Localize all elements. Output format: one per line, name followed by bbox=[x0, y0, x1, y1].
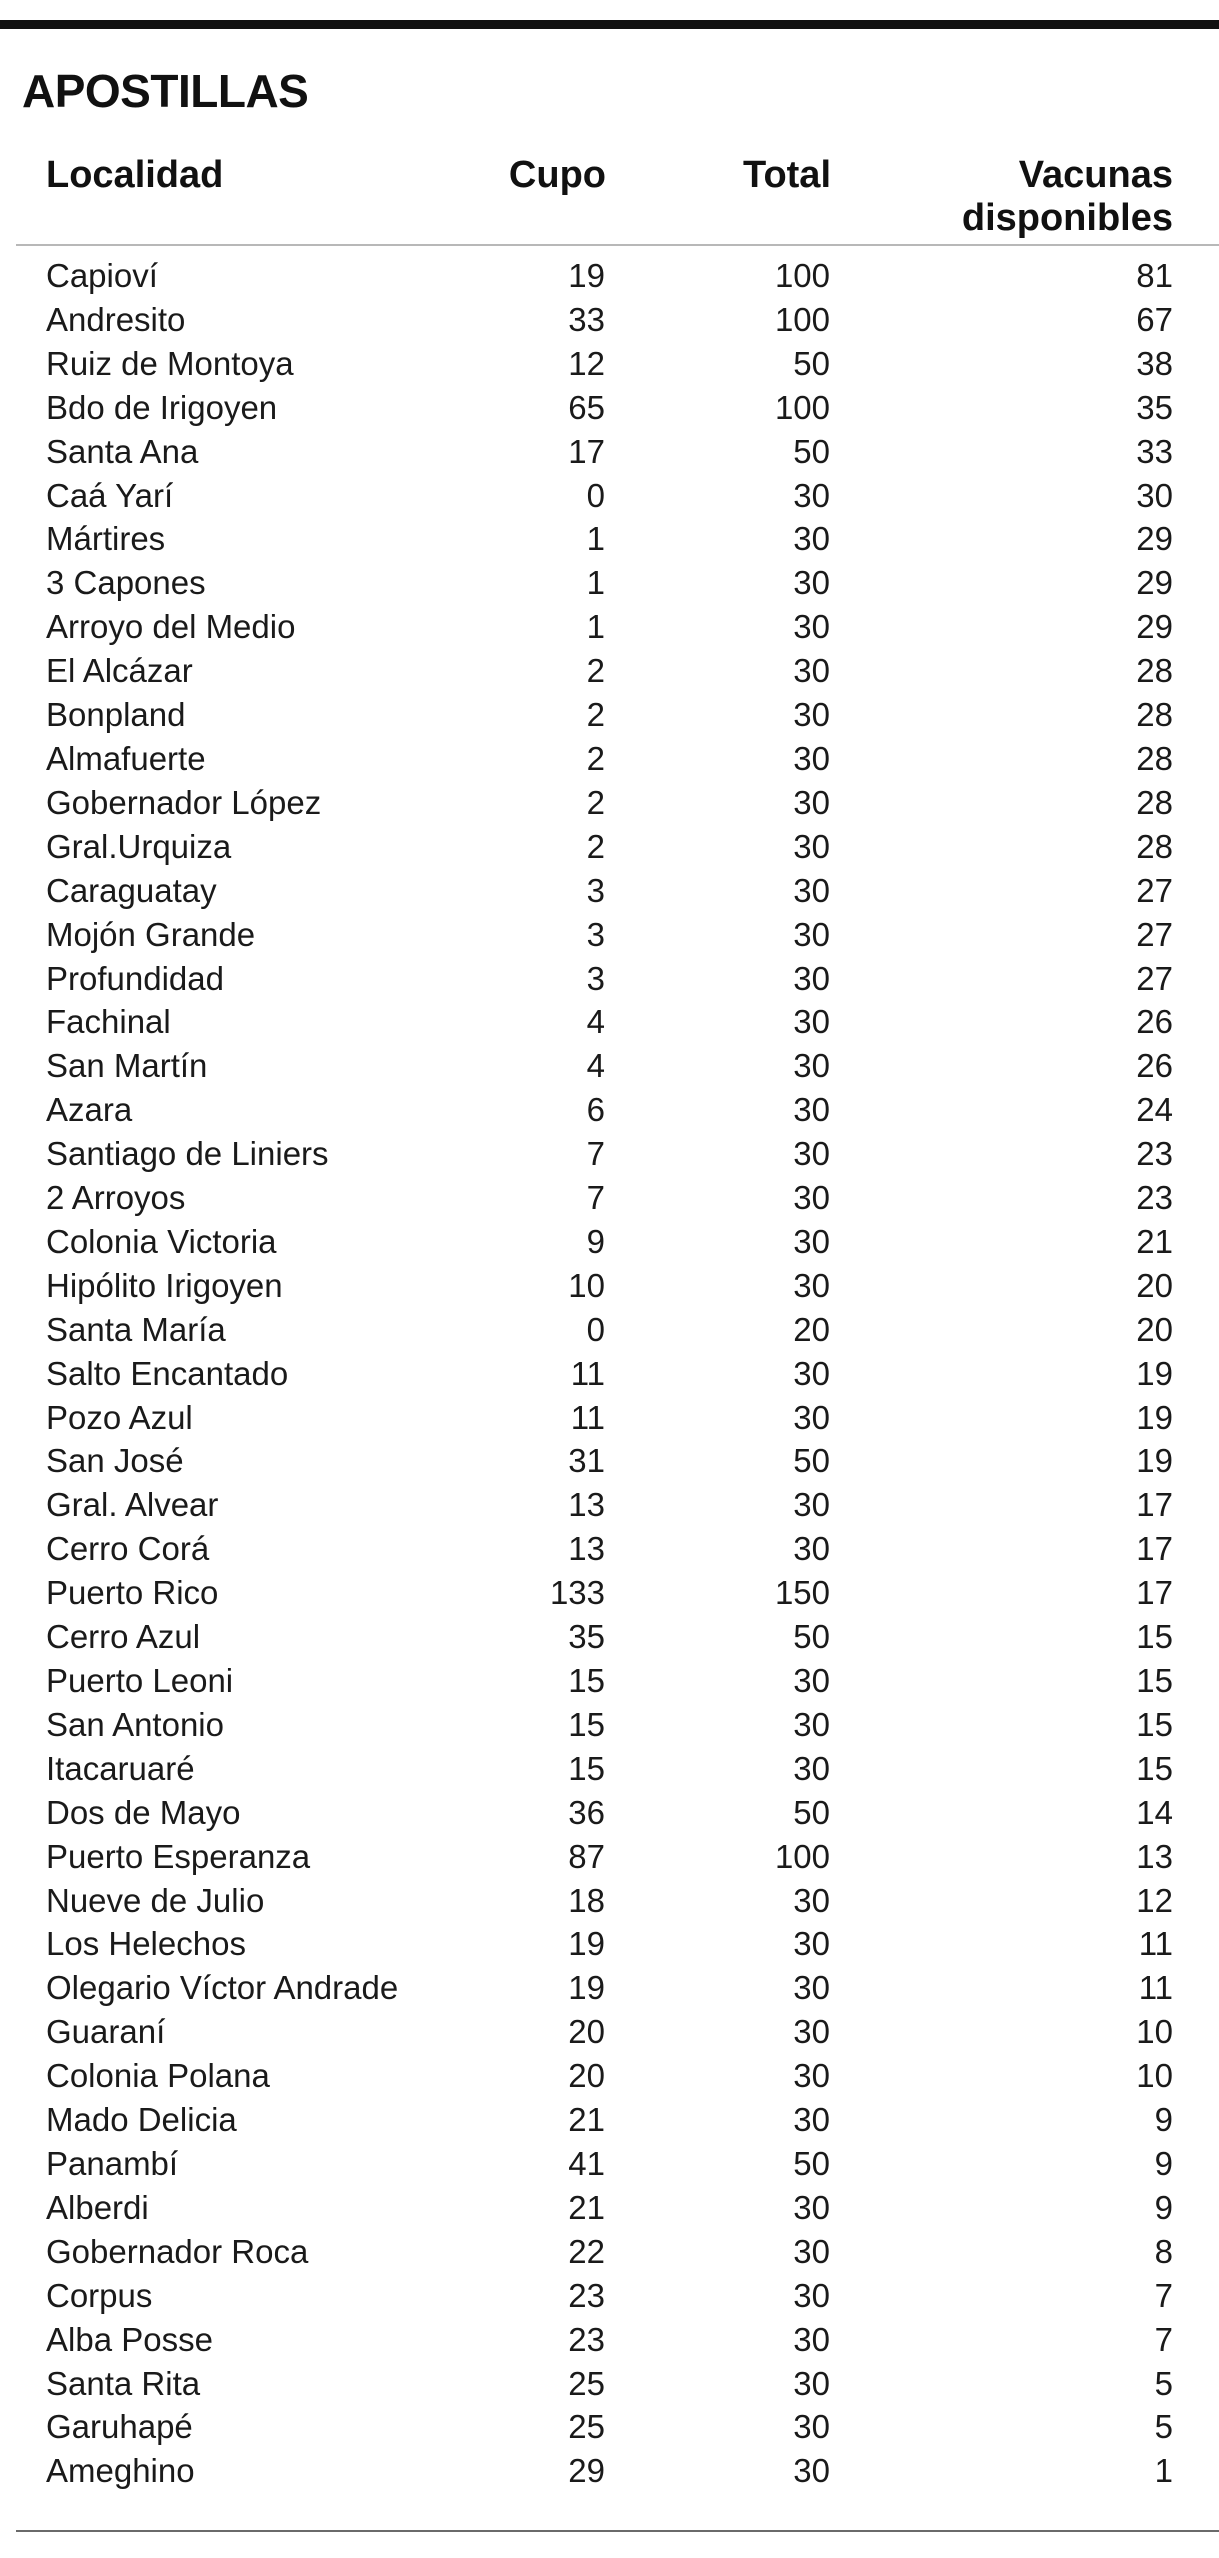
cell-total: 50 bbox=[793, 1442, 830, 1480]
table-row bbox=[16, 1571, 1219, 1615]
cell-total: 30 bbox=[793, 1047, 830, 1085]
cell-cupo: 21 bbox=[568, 2188, 605, 2226]
cell-cupo: 13 bbox=[568, 1486, 605, 1524]
table-row bbox=[16, 1659, 1219, 1703]
bottom-divider bbox=[16, 2530, 1219, 2532]
table-row bbox=[16, 605, 1219, 649]
cell-localidad: Caá Yarí bbox=[46, 476, 174, 514]
cell-vacunas-disponibles: 28 bbox=[1136, 652, 1173, 690]
cell-vacunas-disponibles: 26 bbox=[1136, 1047, 1173, 1085]
cell-cupo: 1 bbox=[586, 520, 605, 558]
cell-vacunas-disponibles: 7 bbox=[1154, 2320, 1173, 2358]
table-row bbox=[16, 1044, 1219, 1088]
cell-vacunas-disponibles: 27 bbox=[1136, 871, 1173, 909]
cell-total: 100 bbox=[774, 257, 830, 294]
cell-cupo: 1 bbox=[586, 564, 605, 602]
table-row bbox=[16, 474, 1219, 518]
cell-cupo: 22 bbox=[568, 2232, 605, 2270]
cell-localidad: Colonia Polana bbox=[46, 2057, 270, 2095]
cell-total: 30 bbox=[793, 827, 830, 865]
table-row bbox=[16, 2054, 1219, 2098]
cell-vacunas-disponibles: 81 bbox=[1136, 257, 1173, 294]
header-localidad: Localidad bbox=[46, 154, 224, 196]
top-divider bbox=[0, 20, 1219, 29]
cell-vacunas-disponibles: 30 bbox=[1136, 476, 1173, 514]
cell-vacunas-disponibles: 12 bbox=[1136, 1881, 1173, 1919]
cell-localidad: Capioví bbox=[46, 257, 158, 294]
table-row bbox=[16, 1132, 1219, 1176]
cell-vacunas-disponibles: 28 bbox=[1136, 739, 1173, 777]
cell-cupo: 65 bbox=[568, 388, 605, 426]
cell-cupo: 23 bbox=[568, 2320, 605, 2358]
cell-total: 100 bbox=[774, 1837, 830, 1875]
cell-vacunas-disponibles: 14 bbox=[1136, 1793, 1173, 1831]
cell-localidad: Pozo Azul bbox=[46, 1398, 193, 1436]
header-vacunas-disponibles bbox=[831, 154, 1219, 245]
cell-vacunas-disponibles: 23 bbox=[1136, 1135, 1173, 1173]
table-row bbox=[16, 517, 1219, 561]
cell-cupo: 17 bbox=[568, 432, 605, 470]
cell-vacunas-disponibles: 5 bbox=[1154, 2364, 1173, 2402]
cell-total: 30 bbox=[793, 1662, 830, 1699]
table-header-row bbox=[16, 154, 1219, 245]
cell-vacunas-disponibles: 15 bbox=[1136, 1618, 1173, 1656]
cell-cupo: 7 bbox=[586, 1179, 605, 1217]
cell-localidad: Santiago de Liniers bbox=[46, 1135, 329, 1173]
cell-cupo: 2 bbox=[586, 696, 605, 734]
table-row bbox=[16, 1527, 1219, 1571]
cell-localidad: San José bbox=[46, 1442, 184, 1480]
cell-localidad: Mojón Grande bbox=[46, 915, 256, 953]
cell-total: 30 bbox=[793, 871, 830, 909]
cell-vacunas-disponibles: 15 bbox=[1136, 1749, 1173, 1787]
page-title: APOSTILLAS bbox=[22, 65, 309, 117]
cell-vacunas-disponibles: 10 bbox=[1136, 2013, 1173, 2051]
cell-cupo: 41 bbox=[568, 2144, 605, 2182]
cell-cupo: 19 bbox=[568, 1925, 605, 1963]
cell-localidad: Los Helechos bbox=[46, 1925, 246, 1963]
table-row bbox=[16, 1703, 1219, 1747]
table-row bbox=[16, 2010, 1219, 2054]
cell-total: 100 bbox=[774, 388, 830, 426]
table-row bbox=[16, 1352, 1219, 1396]
cell-vacunas-disponibles: 21 bbox=[1136, 1222, 1173, 1260]
cell-vacunas-disponibles: 20 bbox=[1136, 1310, 1173, 1348]
table-row bbox=[16, 2405, 1219, 2449]
cell-localidad: Almafuerte bbox=[46, 739, 206, 777]
cell-cupo: 25 bbox=[568, 2364, 605, 2402]
cell-total: 30 bbox=[793, 608, 830, 646]
cell-vacunas-disponibles: 19 bbox=[1136, 1354, 1173, 1392]
cell-cupo: 2 bbox=[586, 739, 605, 777]
cell-total: 30 bbox=[793, 2188, 830, 2226]
cell-cupo: 21 bbox=[568, 2101, 605, 2139]
table-row bbox=[16, 2098, 1219, 2142]
cell-vacunas-disponibles: 10 bbox=[1136, 2057, 1173, 2095]
cell-localidad: Hipólito Irigoyen bbox=[46, 1266, 283, 1304]
cell-cupo: 18 bbox=[568, 1881, 605, 1919]
cell-vacunas-disponibles: 29 bbox=[1136, 608, 1173, 646]
cell-localidad: Alberdi bbox=[46, 2188, 149, 2226]
cell-vacunas-disponibles: 9 bbox=[1154, 2101, 1173, 2139]
cell-cupo: 133 bbox=[549, 1574, 605, 1612]
cell-total: 30 bbox=[793, 1091, 830, 1129]
cell-localidad: Gral. Alvear bbox=[46, 1486, 219, 1524]
table-row bbox=[16, 430, 1219, 474]
table-row bbox=[16, 1747, 1219, 1791]
table-row bbox=[16, 245, 1219, 298]
cell-total: 150 bbox=[774, 1574, 830, 1612]
cell-total: 30 bbox=[793, 2408, 830, 2446]
cell-total: 30 bbox=[793, 739, 830, 777]
cell-vacunas-disponibles: 28 bbox=[1136, 696, 1173, 734]
cell-vacunas-disponibles: 1 bbox=[1154, 2452, 1173, 2490]
cell-localidad: Mado Delicia bbox=[46, 2101, 237, 2139]
table-row bbox=[16, 649, 1219, 693]
table-row bbox=[16, 1835, 1219, 1879]
cell-cupo: 10 bbox=[568, 1266, 605, 1304]
cell-localidad: Panambí bbox=[46, 2144, 179, 2182]
cell-localidad: Puerto Rico bbox=[46, 1574, 219, 1612]
table-row bbox=[16, 2274, 1219, 2318]
cell-vacunas-disponibles: 38 bbox=[1136, 344, 1173, 382]
cell-cupo: 3 bbox=[586, 871, 605, 909]
table-row bbox=[16, 1088, 1219, 1132]
table-row bbox=[16, 1176, 1219, 1220]
cell-localidad: Colonia Victoria bbox=[46, 1222, 277, 1260]
cell-total: 30 bbox=[793, 696, 830, 734]
cell-cupo: 15 bbox=[568, 1749, 605, 1787]
cell-cupo: 3 bbox=[586, 959, 605, 997]
table-row bbox=[16, 298, 1219, 342]
table-row bbox=[16, 1922, 1219, 1966]
cell-total: 20 bbox=[793, 1310, 830, 1348]
table-row bbox=[16, 1615, 1219, 1659]
cell-vacunas-disponibles: 7 bbox=[1154, 2276, 1173, 2314]
table-row bbox=[16, 2449, 1219, 2493]
cell-cupo: 19 bbox=[568, 257, 605, 294]
cell-cupo: 19 bbox=[568, 1969, 605, 2007]
table-row bbox=[16, 1879, 1219, 1923]
cell-total: 50 bbox=[793, 1793, 830, 1831]
cell-vacunas-disponibles: 19 bbox=[1136, 1442, 1173, 1480]
cell-cupo: 11 bbox=[570, 1398, 605, 1436]
cell-localidad: Itacaruaré bbox=[46, 1749, 195, 1787]
cell-vacunas-disponibles: 20 bbox=[1136, 1266, 1173, 1304]
cell-total: 30 bbox=[793, 1398, 830, 1436]
cell-localidad: Salto Encantado bbox=[46, 1354, 289, 1392]
cell-total: 30 bbox=[793, 1486, 830, 1524]
cell-localidad: Cerro Corá bbox=[46, 1530, 210, 1568]
cell-total: 30 bbox=[793, 915, 830, 953]
cell-total: 30 bbox=[793, 1135, 830, 1173]
cell-localidad: Bdo de Irigoyen bbox=[46, 388, 278, 426]
header-vacunas-line2: disponibles bbox=[961, 197, 1173, 239]
cell-total: 30 bbox=[793, 476, 830, 514]
cell-localidad: Puerto Esperanza bbox=[46, 1837, 311, 1875]
cell-localidad: Gobernador López bbox=[46, 783, 322, 821]
cell-localidad: Olegario Víctor Andrade bbox=[46, 1969, 399, 2007]
table-row bbox=[16, 2186, 1219, 2230]
table-row bbox=[16, 342, 1219, 386]
cell-localidad: Santa Ana bbox=[46, 432, 199, 470]
cell-vacunas-disponibles: 13 bbox=[1136, 1837, 1173, 1875]
cell-total: 30 bbox=[793, 1749, 830, 1787]
cell-cupo: 0 bbox=[586, 1310, 605, 1348]
cell-vacunas-disponibles: 27 bbox=[1136, 959, 1173, 997]
table-row bbox=[16, 913, 1219, 957]
cell-localidad: 2 Arroyos bbox=[46, 1179, 186, 1217]
cell-total: 30 bbox=[793, 2452, 830, 2490]
table-row bbox=[16, 1264, 1219, 1308]
cell-cupo: 4 bbox=[586, 1047, 605, 1085]
header-total: Total bbox=[743, 154, 831, 196]
cell-vacunas-disponibles: 15 bbox=[1136, 1662, 1173, 1699]
table-row bbox=[16, 869, 1219, 913]
cell-total: 30 bbox=[793, 652, 830, 690]
cell-vacunas-disponibles: 26 bbox=[1136, 1003, 1173, 1041]
cell-cupo: 87 bbox=[568, 1837, 605, 1875]
cell-total: 30 bbox=[793, 520, 830, 558]
cell-vacunas-disponibles: 17 bbox=[1136, 1486, 1173, 1524]
cell-total: 30 bbox=[793, 1354, 830, 1392]
cell-localidad: Mártires bbox=[46, 520, 166, 558]
table-row bbox=[16, 2362, 1219, 2406]
cell-cupo: 0 bbox=[586, 476, 605, 514]
cell-localidad: Bonpland bbox=[46, 696, 186, 734]
cell-localidad: Andresito bbox=[46, 300, 186, 338]
cell-localidad: Arroyo del Medio bbox=[46, 608, 296, 646]
cell-localidad: 3 Capones bbox=[46, 564, 206, 602]
cell-localidad: Corpus bbox=[46, 2276, 153, 2314]
cell-total: 30 bbox=[793, 2013, 830, 2051]
table-row bbox=[16, 1000, 1219, 1044]
cell-cupo: 23 bbox=[568, 2276, 605, 2314]
table-row bbox=[16, 2318, 1219, 2362]
cell-cupo: 31 bbox=[568, 1442, 605, 1480]
cell-cupo: 3 bbox=[586, 915, 605, 953]
cell-cupo: 4 bbox=[586, 1003, 605, 1041]
cell-cupo: 15 bbox=[568, 1705, 605, 1743]
cell-total: 30 bbox=[793, 564, 830, 602]
cell-vacunas-disponibles: 23 bbox=[1136, 1179, 1173, 1217]
cell-total: 30 bbox=[793, 783, 830, 821]
table-row bbox=[16, 1396, 1219, 1440]
cell-cupo: 13 bbox=[568, 1530, 605, 1568]
table-row bbox=[16, 1439, 1219, 1483]
cell-localidad: Ruiz de Montoya bbox=[46, 344, 294, 382]
table-row bbox=[16, 693, 1219, 737]
cell-localidad: Guaraní bbox=[46, 2013, 166, 2051]
vaccine-table-container bbox=[16, 154, 1219, 2493]
cell-cupo: 2 bbox=[586, 827, 605, 865]
cell-total: 30 bbox=[793, 2232, 830, 2270]
cell-total: 30 bbox=[793, 2057, 830, 2095]
table-row bbox=[16, 825, 1219, 869]
table-row bbox=[16, 1483, 1219, 1527]
cell-total: 30 bbox=[793, 1969, 830, 2007]
table-row bbox=[16, 1220, 1219, 1264]
cell-total: 30 bbox=[793, 1003, 830, 1041]
cell-cupo: 20 bbox=[568, 2057, 605, 2095]
cell-vacunas-disponibles: 27 bbox=[1136, 915, 1173, 953]
cell-total: 30 bbox=[793, 1925, 830, 1963]
cell-vacunas-disponibles: 9 bbox=[1154, 2188, 1173, 2226]
cell-localidad: Puerto Leoni bbox=[46, 1662, 234, 1699]
cell-vacunas-disponibles: 28 bbox=[1136, 783, 1173, 821]
cell-cupo: 1 bbox=[586, 608, 605, 646]
cell-cupo: 12 bbox=[568, 344, 605, 382]
cell-localidad: Nueve de Julio bbox=[46, 1881, 265, 1919]
cell-localidad: San Antonio bbox=[46, 1705, 224, 1743]
cell-total: 100 bbox=[774, 300, 830, 338]
cell-total: 30 bbox=[793, 1705, 830, 1743]
cell-localidad: Alba Posse bbox=[46, 2320, 213, 2358]
cell-localidad: Azara bbox=[46, 1091, 133, 1129]
cell-cupo: 29 bbox=[568, 2452, 605, 2490]
header-vacunas-line1: Vacunas bbox=[1018, 154, 1173, 196]
cell-vacunas-disponibles: 9 bbox=[1154, 2144, 1173, 2182]
cell-total: 30 bbox=[793, 1881, 830, 1919]
cell-vacunas-disponibles: 5 bbox=[1154, 2408, 1173, 2446]
cell-vacunas-disponibles: 17 bbox=[1136, 1530, 1173, 1568]
cell-localidad: Garuhapé bbox=[46, 2408, 193, 2446]
cell-cupo: 15 bbox=[568, 1662, 605, 1699]
cell-localidad: Fachinal bbox=[46, 1003, 171, 1041]
cell-vacunas-disponibles: 28 bbox=[1136, 827, 1173, 865]
table-row bbox=[16, 781, 1219, 825]
cell-vacunas-disponibles: 29 bbox=[1136, 520, 1173, 558]
header-cupo: Cupo bbox=[508, 154, 606, 196]
cell-localidad: San Martín bbox=[46, 1047, 208, 1085]
cell-localidad: Santa María bbox=[46, 1310, 226, 1348]
cell-cupo: 25 bbox=[568, 2408, 605, 2446]
cell-total: 50 bbox=[793, 344, 830, 382]
cell-vacunas-disponibles: 24 bbox=[1136, 1091, 1173, 1129]
cell-total: 30 bbox=[793, 2364, 830, 2402]
cell-cupo: 36 bbox=[568, 1793, 605, 1831]
cell-total: 30 bbox=[793, 2320, 830, 2358]
cell-total: 30 bbox=[793, 1266, 830, 1304]
table-row bbox=[16, 561, 1219, 605]
cell-total: 50 bbox=[793, 1618, 830, 1656]
table-row bbox=[16, 2230, 1219, 2274]
cell-localidad: Gobernador Roca bbox=[46, 2232, 309, 2270]
cell-cupo: 35 bbox=[568, 1618, 605, 1656]
cell-localidad: El Alcázar bbox=[46, 652, 193, 690]
table-row bbox=[16, 1966, 1219, 2010]
cell-cupo: 7 bbox=[586, 1135, 605, 1173]
table-row bbox=[16, 957, 1219, 1001]
cell-vacunas-disponibles: 8 bbox=[1154, 2232, 1173, 2270]
cell-cupo: 9 bbox=[586, 1222, 605, 1260]
vaccine-table bbox=[16, 154, 1219, 2493]
table-row bbox=[16, 1308, 1219, 1352]
cell-localidad: Gral.Urquiza bbox=[46, 827, 232, 865]
cell-cupo: 33 bbox=[568, 300, 605, 338]
table-row bbox=[16, 2142, 1219, 2186]
cell-vacunas-disponibles: 35 bbox=[1136, 388, 1173, 426]
cell-vacunas-disponibles: 11 bbox=[1138, 1925, 1173, 1963]
cell-vacunas-disponibles: 11 bbox=[1138, 1969, 1173, 2007]
cell-total: 30 bbox=[793, 2276, 830, 2314]
table-row bbox=[16, 737, 1219, 781]
cell-localidad: Santa Rita bbox=[46, 2364, 201, 2402]
table-row bbox=[16, 1791, 1219, 1835]
cell-total: 50 bbox=[793, 432, 830, 470]
cell-total: 30 bbox=[793, 1179, 830, 1217]
cell-localidad: Cerro Azul bbox=[46, 1618, 201, 1656]
cell-vacunas-disponibles: 17 bbox=[1136, 1574, 1173, 1612]
cell-localidad: Ameghino bbox=[46, 2452, 195, 2490]
cell-vacunas-disponibles: 19 bbox=[1136, 1398, 1173, 1436]
cell-cupo: 20 bbox=[568, 2013, 605, 2051]
cell-total: 50 bbox=[793, 2144, 830, 2182]
cell-localidad: Caraguatay bbox=[46, 871, 217, 909]
cell-cupo: 2 bbox=[586, 652, 605, 690]
cell-cupo: 11 bbox=[570, 1354, 605, 1392]
cell-total: 30 bbox=[793, 1222, 830, 1260]
table-row bbox=[16, 386, 1219, 430]
cell-vacunas-disponibles: 67 bbox=[1136, 300, 1173, 338]
cell-total: 30 bbox=[793, 959, 830, 997]
cell-vacunas-disponibles: 29 bbox=[1136, 564, 1173, 602]
cell-total: 30 bbox=[793, 2101, 830, 2139]
cell-vacunas-disponibles: 33 bbox=[1136, 432, 1173, 470]
cell-cupo: 2 bbox=[586, 783, 605, 821]
cell-localidad: Dos de Mayo bbox=[46, 1793, 241, 1831]
cell-total: 30 bbox=[793, 1530, 830, 1568]
cell-vacunas-disponibles: 15 bbox=[1136, 1705, 1173, 1743]
cell-localidad: Profundidad bbox=[46, 959, 224, 997]
table-body bbox=[16, 245, 1219, 2493]
cell-cupo: 6 bbox=[586, 1091, 605, 1129]
